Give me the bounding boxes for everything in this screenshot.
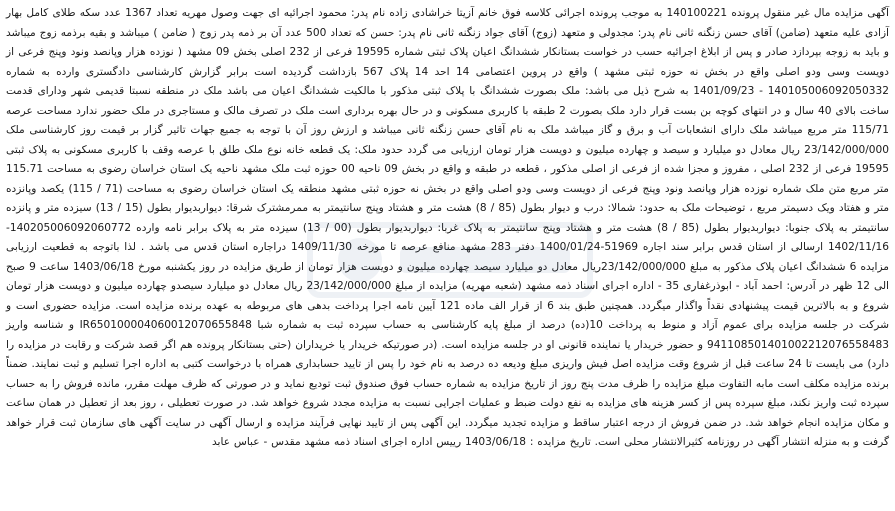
notice-body-text: آگهی مزایده مال غیر منقول پرونده 140100221 به موجب پرونده اجرائی کلاسه فوق خانم آزیتا خراشادی زاده نام پدر: محمود اجرائیه ای جهت وصول مهریه تعداد 1367 عدد سکه طلای کامل بهار آزادی علیه متعهد (ضامن) آقای حسن زنگنه ثانی نام پدر: مجدولی و متعهد (زوج) آقای جواد زنگنه ثانی نام پدر: حسن که تعداد 500 عدد آن بر ذمه پدر زوج ( ضامن ) میباشد و بقیه برذمه زوج میباشد و باید به زوجه بپردازد صادر و پس از ابلاغ اجرائیه حسب در خواست بستانکار ششدانگ اعیان پلاک ثبتی شماره 19595 فرعی از 232 اصلی بخش 09 مشهد ( نوزده هزار وپانصد ونود وپنج فرعی از دویست وسی ودو اصلی واقع در بخش نه حوزه ثبتی مشهد ) واقع در پروین اعتصامی 14 احد 14 پلاک 567 بازداشت گردیده است برابر گزارش کارشناسی دادگستری وارده به شماره 140105006092050332 - 1401/09/23 به شرح ذیل می باشد: ملک بصورت ششدانگ با پلاک ثبتی مذکور با مالکیت ششدانگ اعیان می باشد ملک در منطقه نسبتا قدیمی شهر ودارای قدمت ساخت بالای 40 سال و در انتهای کوچه بن بست قرار دارد ملک بصورت 2 طبقه با کاربری مسکونی و در حال بهره برداری است ملک در تصرف مالک و مستاجری در ملک حضور ندارد مساحت عرصه 115/71 متر مربع میباشد ملک دارای انشعابات آب و برق و گاز میباشد ملک به نام آقای حسن زنگنه ثانی میباشد و ارزش روز آن با توجه به جمیع جهات تاثیر گزار بر قیمت روز کارشناسی ملک 23/142/000/000 ریال معادل دو میلیارد و سیصد و چهارده میلیون و دویست هزار تومان ارزیابی می گردد حدود ملک: یک قطعه خانه نوع ملک طلق با عرصه وقف با کاربری مسکونی به پلاک ثبتی 19595 فرعی از 232 اصلی ، مفروز و مجزا شده از فرعی از اصلی مذکور ، قطعه در طبقه و واقع در بخش 09 ناحیه 00 حوزه ثبت ملک مشهد ناحیه یک استان خراسان رضوی به مساحت 115.71 متر مربع متن ملک شماره نوزده هزار وپانصد ونود وپنج فرعی از دویست وسی ودو اصلی واقع در بخش نه حوزه ثبتی مشهد منطقه یک استان خراسان رضوی به مساحت (71 / 115) یکصد وپانزده متر و هفتاد ویک دسیمتر مربع ، توضیحات ملک به حدود: شمالا: درب و دیوار بطول (85 / 8) هشت متر و هشتاد وپنج سانتیمتر به ممرمشترک شرقا: دیواربدیوار بطول (15 / 13) سیزده متر و پانزده سانتیمتر به پلاک جنوبا: دیواربدیوار بطول (85 / 8) هشت متر و هشتاد وپنج سانتیمتر به پلاک غربا: دیواربدیوار بطول (00 / 13) سیزده متر به پلاک برابر نامه وارده 140205006092060772-1402/11/16 ارسالی از استان قدس برابر سند اجاره 51969-1400/01/24 دفتر 283 مشهد منافع عرصه تا مورخه 1409/11/30 دراجاره استان قدس می باشد . لذا باتوجه به قطعیت ارزیابی مزایده 6 ششدانگ اعیان پلاک مذکور به مبلغ 23/142/000/000ریال معادل دو میلیارد سیصد چهارده میلیون و دویست هزار تومان از طریق مزایده در روز یکشنبه مورخ 1403/06/18 ساعت 9 صبح الی 12 ظهر در آدرس: احمد آباد - ابوذرغفاری 35 - اداره اجرای اسناد ذمه مشهد (شعبه مهریه) مزایده از مبلغ 23/142/000/000 ریال معادل دو میلیارد سیصدو چهارده میلیون و دویست هزار تومان شروع و به بالاترین قیمت پیشنهادی نقداً واگذار میگردد. همچنین طبق بند 6 از قرار الف ماده 121 آیین نامه اجرا پرداخت بدهی های مربوطه به عهده برنده مزایده است. مزایده حضوری است و شرکت در جلسه مزایده برای عموم آزاد و منوط به پرداخت 10(ده) درصد از مبلغ پایه کارشناسی به حساب سپرده ثبت به شماره شبا IR650100004060012070655848 و شناسه واریز 941108501401002212076558483 و حضور خریدار یا نماینده قانونی او در جلسه مزایده است. (در صورتیکه خریدار یا خریداران (حتی بستانکار پرونده هم اگر قصد شرکت و رقابت در مزایده را دارد) می بایست تا 24 ساعت قبل از شروع وقت مزایده اصل فیش واریزی مبلغ ودیعه ده درصد به نام خود را پس از تایید حسابداری همراه با درخواست کتبی به اداره اجرا تسلیم و ثبت نمایند. ضمناً برنده مزایده مکلف است مابه التفاوت مبلغ مزایده را ظرف مدت پنج روز از تاریخ مزایده به شماره حساب فوق صندوق ثبت تودیع نماید و در صورتی که ظرف مهلت مقرر، مانده فروش را به حساب سپرده ثبت واریز نکند، مبلغ سپرده پس از کسر هزینه های مزایده به نفع دولت ضبط و عملیات اجرایی نسبت به مزایده مجدد شروع خواهد شد. در صورت تعطیلی ، روز بعد از تعطیل در همان ساعت و مکان مزایده انجام خواهد شد. در ضمن فروش از درجه اعتبار ساقط و مزایده تجدید میگردد. این آگهی پس از تایید نهایی فرآیند مزایده و ارسال آگهی در سایت آگهی های سازمان ثبت قرار خواهد گرفت و به منزله انتشار آگهی در روزنامه کثیرالانتشار محلی است. تاریخ مزایده : 1403/06/18 رییس اداره اجرای اسناد ذمه مشهد مقدس - عباس عابد	[6, 7, 890, 448]
auction-notice	[6, 4, 889, 453]
